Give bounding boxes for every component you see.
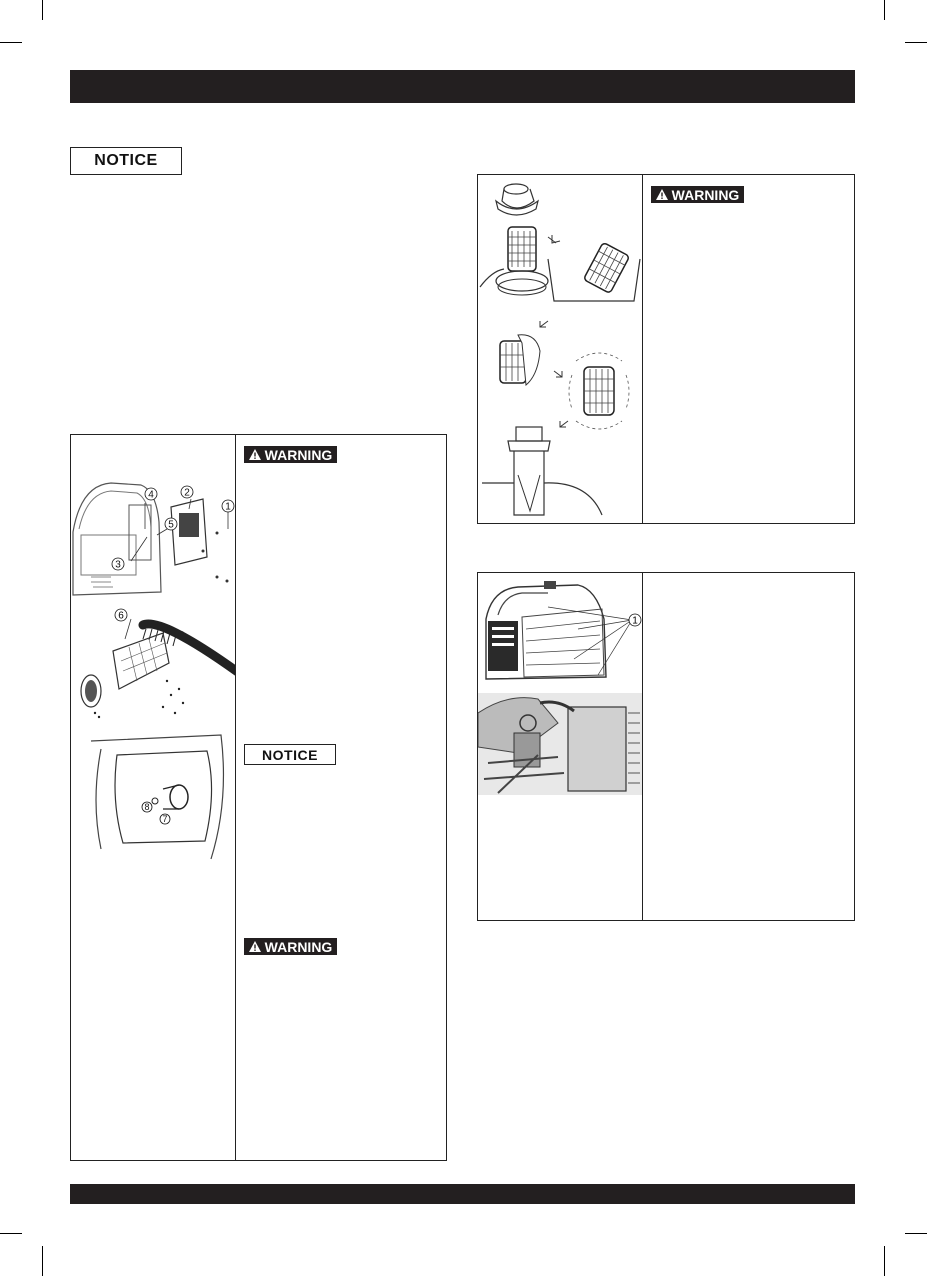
notice-label: NOTICE [94,152,158,169]
callout-number: 2 [184,487,190,499]
callout-number: 8 [144,802,150,812]
notice-label: NOTICE [262,746,318,763]
crop-mark [905,42,927,43]
notice-badge [244,744,336,765]
footer-bar [70,1184,855,1204]
warning-label: WARNING [264,446,333,463]
crop-mark [0,42,22,43]
fuel-filter-cleaning-illustration [478,175,642,523]
warning-triangle-icon [656,189,668,200]
warning-badge [244,446,337,463]
crop-mark [884,0,885,20]
warning-triangle-icon [249,449,261,460]
side-cover-illustration [71,477,235,602]
spark-arrester-cleaning-illustration [71,603,235,721]
right-bottom-procedure-box [477,572,855,921]
engine-interior-photo [478,693,642,795]
warning-badge [651,186,744,203]
warning-triangle-icon [249,941,261,952]
header-bar [70,70,855,103]
callout-number: 4 [148,489,154,501]
left-procedure-box [70,434,447,1161]
callout-number: 3 [115,559,121,571]
crop-mark [0,1233,22,1234]
crop-mark [884,1246,885,1276]
right-top-procedure-box [477,174,855,524]
warning-label: WARNING [671,186,740,203]
notice-badge [70,147,182,175]
exhaust-outlet-illustration [71,731,235,861]
column-divider [642,175,643,523]
crop-mark [905,1233,927,1234]
warning-badge [244,938,337,955]
crop-mark [42,1246,43,1276]
generator-vents-illustration [478,579,642,687]
callout-number: 1 [225,501,231,513]
callout-number: 7 [162,814,168,824]
callout-number: 1 [632,615,638,627]
column-divider [642,573,643,920]
crop-mark [42,0,43,20]
column-divider [235,435,236,1160]
warning-label: WARNING [264,938,333,955]
callout-number: 6 [118,610,124,622]
callout-number: 5 [168,519,174,531]
